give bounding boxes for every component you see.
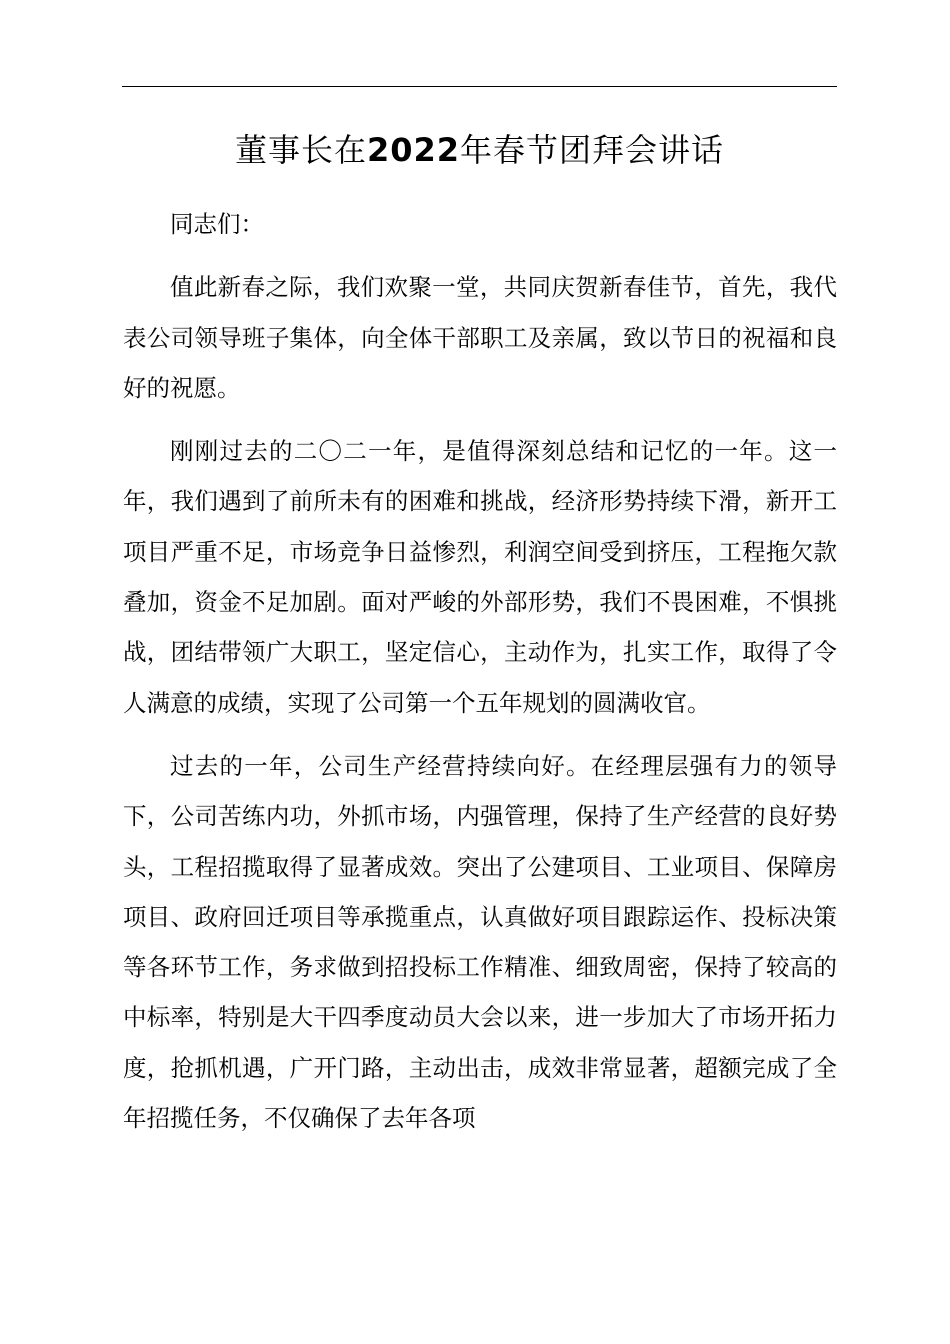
salutation: 同志们：: [170, 210, 264, 238]
paragraph-1: 值此新春之际，我们欢聚一堂，共同庆贺新春佳节，首先，我代表公司领导班子集体，向全体干部职工及亲属，致以节日的祝福和良好的祝愿。: [123, 273, 837, 402]
document-body: [123, 199, 837, 1143]
title-year: 2022: [366, 131, 461, 169]
title-suffix: 年春节团拜会讲话: [460, 131, 725, 169]
title-prefix: 董事长在: [234, 131, 367, 169]
header-rule: [122, 86, 837, 87]
paragraph-3: 过去的一年，公司生产经营持续向好。在经理层强有力的领导下，公司苦练内功，外抓市场，内强管理，保持了生产经营的良好势头，工程招揽取得了显著成效。突出了公建项目、工业项目、保障房项目、政府回迁项目等承揽重点，认真做好项目跟踪运作、投标决策等各环节工作，务求做到招投标工作精准、细致周密，保持了较高的中标率，特别是大干四季度动员大会以来，进一步加大了市场开拓力度，抢抓机遇，广开门路，主动出击，成效非常显著，超额完成了全年招揽任务，不仅确保了去年各项: [123, 751, 837, 1133]
page-title: [122, 124, 837, 176]
paragraph-2: 刚刚过去的二〇二一年，是值得深刻总结和记忆的一年。这一年，我们遇到了前所未有的困难和挑战，经济形势持续下滑，新开工项目严重不足，市场竞争日益惨烈，利润空间受到挤压，工程拖欠款叠加，资金不足加剧。面对严峻的外部形势，我们不畏困难，不惧挑战，团结带领广大职工，坚定信心，主动作为，扎实工作，取得了令人满意的成绩，实现了公司第一个五年规划的圆满收官。: [123, 437, 837, 717]
